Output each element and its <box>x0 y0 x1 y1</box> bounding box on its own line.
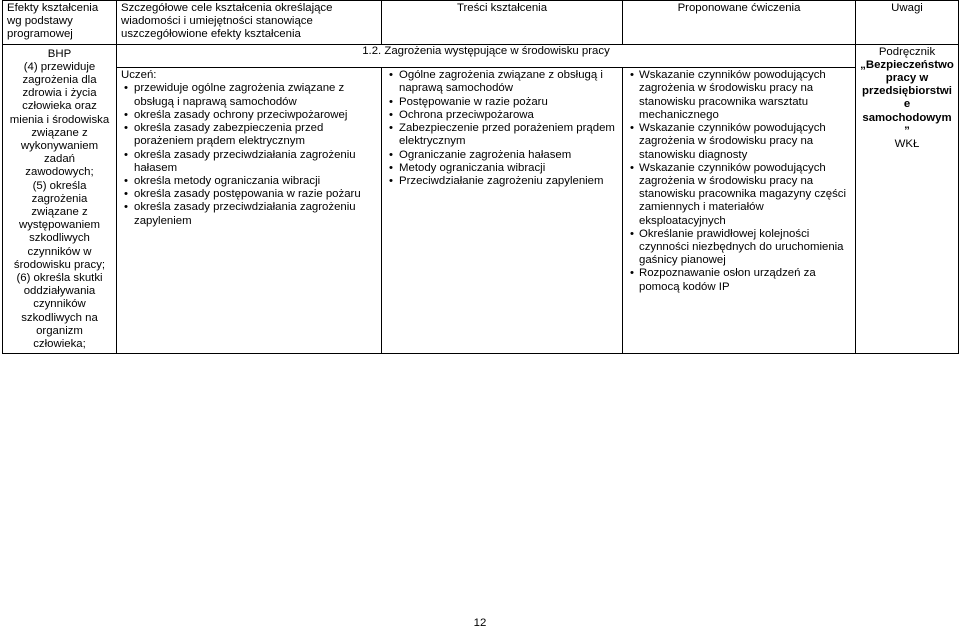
table-content-row <box>3 68 959 354</box>
notes-textbook-label: Podręcznik <box>878 45 936 58</box>
goals-cell <box>117 68 382 354</box>
goals-list <box>121 82 377 227</box>
goal-item: • określa zasady zabezpieczenia przed porażeniem prądem elektrycznym <box>121 122 377 148</box>
effects-line: (6) określa skutki <box>16 272 103 285</box>
header-exercises: Proponowane ćwiczenia <box>623 1 856 45</box>
effects-line: zawodowych; <box>25 166 94 179</box>
topic-cell <box>117 44 856 68</box>
contents-list <box>386 69 618 188</box>
topic-title: 1.2. Zagrożenia występujące w środowisku pracy <box>362 44 610 57</box>
effects-line: (4) przewiduje <box>23 60 96 73</box>
effects-line: związane z <box>31 206 88 219</box>
notes-textbook-title: „Bezpieczeństwo pracy w przedsiębiorstwie samochodowym” <box>860 58 954 137</box>
exercises-list <box>627 69 851 293</box>
effects-line: wykonywaniem <box>20 140 99 153</box>
exercises-cell <box>623 68 856 354</box>
effects-line: czynników <box>33 298 86 311</box>
effects-list <box>7 61 112 351</box>
notes-cell <box>856 44 959 354</box>
effects-line: występowaniem <box>18 219 101 232</box>
learner-label: Uczeń: <box>121 69 157 82</box>
goal-item: • określa zasady ochrony przeciwpożarowej <box>121 109 377 122</box>
effects-line: związane z <box>31 126 88 139</box>
header-content: Treści kształcenia <box>382 1 623 45</box>
effects-line: czynników w <box>27 245 92 258</box>
curriculum-table <box>2 0 959 354</box>
header-goals: Szczegółowe cele kształcenia określające wiadomości i umiejętności stanowiące uszczegółowione efekty kształcenia <box>117 1 382 45</box>
effects-line: (5) określa <box>32 179 87 192</box>
left-heading: BHP <box>47 47 72 60</box>
content-item: • Postępowanie w razie pożaru <box>386 96 618 109</box>
effects-line: zagrożenia <box>31 192 88 205</box>
contents-cell <box>382 68 623 354</box>
table-header-row <box>3 1 959 45</box>
header-effects: Efekty kształcenia wg podstawy programowej <box>3 1 117 45</box>
effects-line: oddziaływania <box>23 285 96 298</box>
exercise-item: • Określanie prawidłowej kolejności czynności niezbędnych do uruchomienia gaśnicy pianowej <box>627 228 851 268</box>
effects-cell <box>3 44 117 354</box>
exercise-item: • Wskazanie czynników powodujących zagrożenia w środowisku pracy na stanowisku diagnosty <box>627 122 851 162</box>
content-item: • Przeciwdziałanie zagrożeniu zapyleniem <box>386 175 618 188</box>
exercise-item: • Wskazanie czynników powodujących zagrożenia w środowisku pracy na stanowisku pracownika warsztatu mechanicznego <box>627 69 851 122</box>
effects-line: człowieka oraz <box>22 100 97 113</box>
curriculum-page <box>2 0 958 354</box>
goal-item: • określa zasady postępowania w razie pożaru <box>121 188 377 201</box>
effects-line: organizm <box>36 324 83 337</box>
goal-item: • określa metody ograniczania wibracji <box>121 175 377 188</box>
content-item: • Ograniczanie zagrożenia hałasem <box>386 149 618 162</box>
effects-line: szkodliwych <box>29 232 90 245</box>
goal-item: • przewiduje ogólne zagrożenia związane z obsługą i naprawą samochodów <box>121 82 377 108</box>
content-item: • Ogólne zagrożenia związane z obsługą i naprawą samochodów <box>386 69 618 95</box>
content-item: • Metody ograniczania wibracji <box>386 162 618 175</box>
goal-item: • określa zasady przeciwdziałania zagrożeniu zapyleniem <box>121 201 377 227</box>
content-item: • Zabezpieczenie przed porażeniem prądem elektrycznym <box>386 122 618 148</box>
exercise-item: • Wskazanie czynników powodujących zagrożenia w środowisku pracy na stanowisku pracownika magazyny części zamiennych i materiałów eksploatacyjnych <box>627 162 851 228</box>
effects-line: mienia i środowiska <box>9 113 110 126</box>
table-body-row <box>3 44 959 68</box>
effects-line: szkodliwych na <box>21 311 98 324</box>
effects-line: środowisku pracy; <box>13 258 106 271</box>
notes-publisher: WKŁ <box>894 138 920 151</box>
header-notes: Uwagi <box>856 1 959 45</box>
page-number: 12 <box>473 617 487 629</box>
content-item: • Ochrona przeciwpożarowa <box>386 109 618 122</box>
effects-line: zagrożenia dla <box>22 74 97 87</box>
goal-item: • określa zasady przeciwdziałania zagrożeniu hałasem <box>121 149 377 175</box>
effects-line: zdrowia i życia <box>22 87 97 100</box>
effects-line: zadań <box>43 153 76 166</box>
exercise-item: • Rozpoznawanie osłon urządzeń za pomocą kodów IP <box>627 267 851 293</box>
effects-line: człowieka; <box>33 338 86 351</box>
